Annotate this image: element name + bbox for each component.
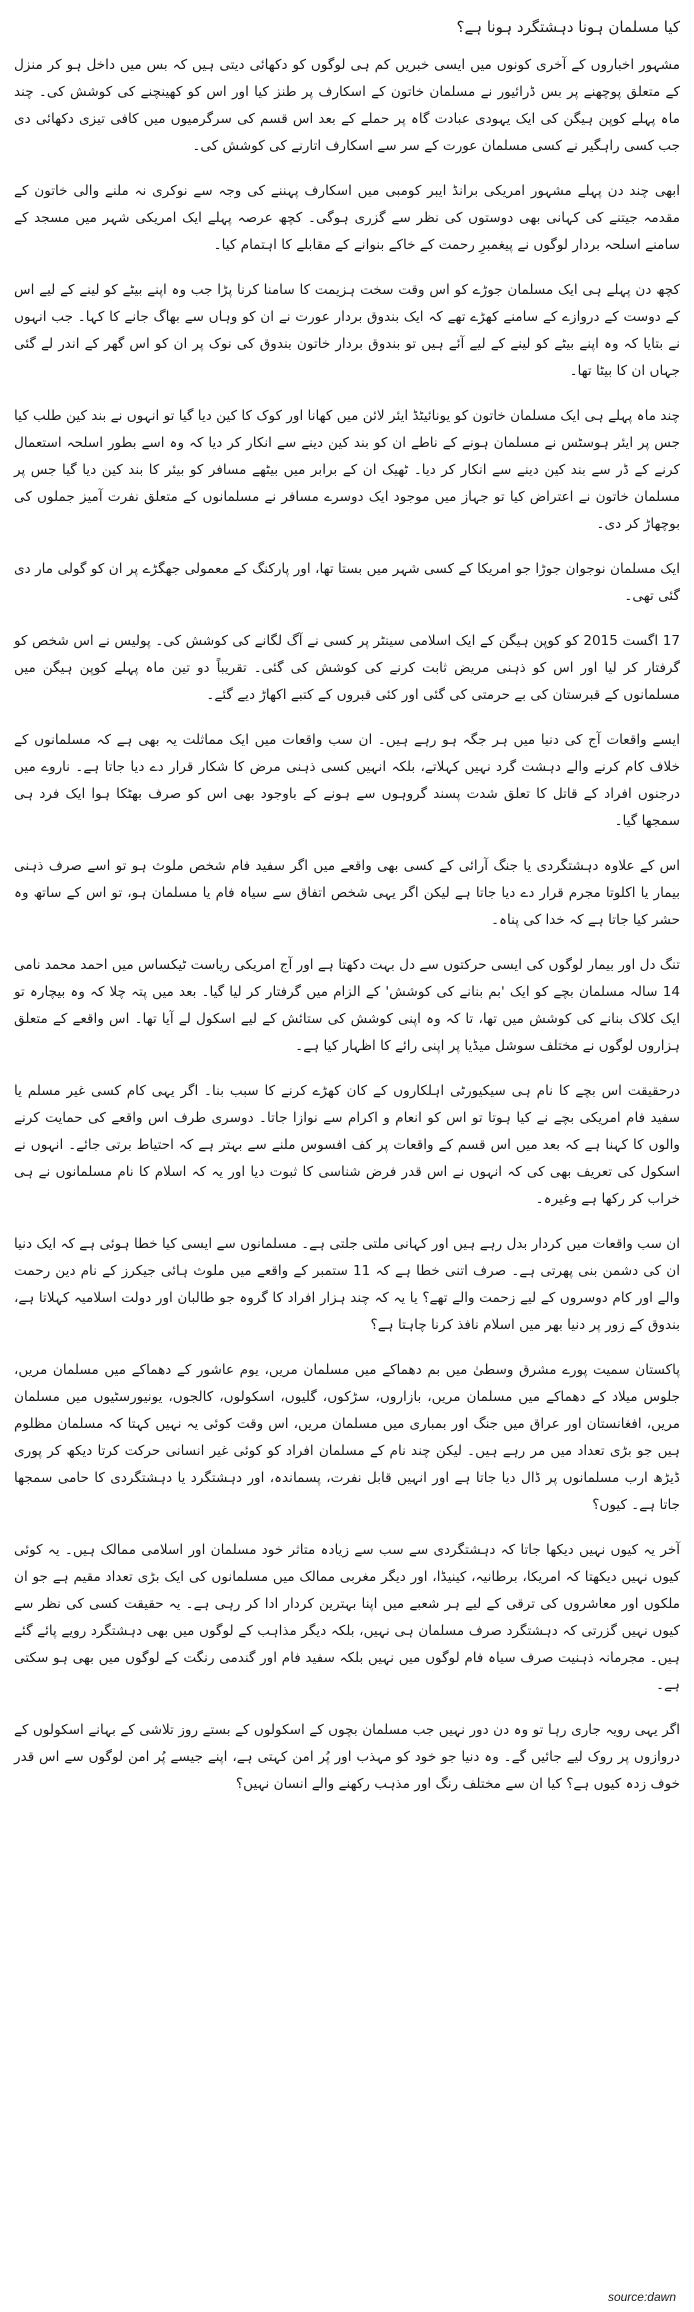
article-paragraph: کچھ دن پہلے ہی ایک مسلمان جوڑے کو اس وقت سخت ہزیمت کا سامنا کرنا پڑا جب وہ اپنے بیٹے کو لینے کے لیے اس کے دوست کے دروازے کے سامنے کھڑے تھے کہ ایک بندوق بردار عورت نے ان کو وہاں سے بھاگ جانے کا کہا۔ جب انہوں نے بتایا کہ وہ اپنے بیٹے کو لینے کے لیے آئے ہیں تو بندوق بردار خاتون بندوق کی نوک پر ان کو اس گھر کے اندر لے گئی جہاں ان کا بیٹا تھا۔	[14, 282, 680, 379]
article-paragraph: ایسے واقعات آج کی دنیا میں ہر جگہ ہو رہے ہیں۔ ان سب واقعات میں ایک مماثلت یہ بھی ہے کہ مسلمانوں کے خلاف کام کرنے والے دہشت گرد نہیں کہلاتے، بلکہ انہیں کسی ذہنی مرض کا شکار قرار دے دیا جاتا ہے۔ ناروے میں درجنوں افراد کے قاتل کا تعلق شدت پسند گروہوں سے ہونے کے باوجود بھی اس کو صرف بھٹکا ہوا ایک فرد ہی سمجھا گیا۔	[14, 732, 680, 829]
article-paragraph: پاکستان سمیت پورے مشرق وسطیٰ میں بم دھماکے میں مسلمان مریں، یوم عاشور کے دھماکے میں مسلمان مریں، جلوس میلاد کے دھماکے میں مسلمان مریں، بازاروں، سڑکوں، گلیوں، اسکولوں، کالجوں، یونیورسٹیوں میں مسلمان مریں، افغانستان اور عراق میں جنگ اور بمباری میں مسلمان مریں، اس وقت کوئی یہ نہیں کہتا کہ مسلمان مظلوم ہیں جو بڑی تعداد میں مر رہے ہیں۔ لیکن چند نام کے مسلمان افراد کو کوئی غیر انسانی حرکت کرتا دیکھ کر پوری ڈیڑھ ارب مسلمانوں پر ڈال دیا جاتا ہے اور انہیں قابل نفرت، پسماندہ، اور دہشتگرد یا دہشتگردی کا حامی سمجھا جاتا ہے۔ کیوں؟	[14, 1362, 680, 1513]
article-paragraph: ان سب واقعات میں کردار بدل رہے ہیں اور کہانی ملتی جلتی ہے۔ مسلمانوں سے ایسی کیا خطا ہوئی ہے کہ ایک دنیا ان کی دشمن بنی پھرتی ہے۔ صرف اتنی خطا ہے کہ 11 ستمبر کے واقعے میں ملوث ہائی جیکرز کے نام دین رحمت والے اور کام دوسروں کے لیے زحمت والے تھے؟ یا یہ کہ چند ہزار افراد کا گروہ جو طالبان اور دولت اسلامیہ کہلاتا ہے، بندوق کے زور پر دنیا بھر میں اسلام نافذ کرنا چاہتا ہے؟	[14, 1236, 680, 1333]
article-paragraph: 17 اگست 2015 کو کوپن ہیگن کے ایک اسلامی سینٹر پر کسی نے آگ لگانے کی کوشش کی۔ پولیس نے اس شخص کو گرفتار کر لیا اور اس کو ذہنی مریض ثابت کرنے کی کوشش کی گئی۔ تقریباً دو تین ماہ پہلے کوپن ہیگن میں مسلمانوں کے قبرستان کی بے حرمتی کی گئی اور کئی قبروں کے کتبے اکھاڑ دیے گئے۔	[14, 633, 680, 703]
article-paragraph: مشہور اخباروں کے آخری کونوں میں ایسی خبریں کم ہی لوگوں کو دکھائی دیتی ہیں کہ بس میں داخل ہو کر منزل کے متعلق پوچھنے پر بس ڈرائیور نے مسلمان خاتون کے اسکارف پر طنز کیا اور اس کو کھینچنے کی کوشش کی۔ چند ماہ پہلے کوپن ہیگن کی ایک یہودی عبادت گاہ پر حملے کے بعد اس قسم کی سرگرمیوں میں کافی تیزی دکھائی دی جب کسی راہگیر نے کسی مسلمان عورت کے سر سے اسکارف اتارنے کی کوشش کی۔	[14, 57, 680, 154]
source-credit: source:dawn	[607, 2290, 676, 2304]
article-paragraph: اس کے علاوہ دہشتگردی یا جنگ آرائی کے کسی بھی واقعے میں اگر سفید فام شخص ملوث ہو تو اسے صرف ذہنی بیمار یا اکلوتا مجرم قرار دے دیا جاتا ہے لیکن اگر یہی شخص اتفاق سے سیاہ فام یا مسلمان ہو، تو اس کے ساتھ وہ حشر کیا جاتا ہے کہ خدا کی پناہ۔	[14, 858, 680, 928]
article-paragraph: چند ماہ پہلے ہی ایک مسلمان خاتون کو یونائیٹڈ ایئر لائن میں کھانا اور کوک کا کین دیا گیا تو انہوں نے بند کین طلب کیا جس پر ایئر ہوسٹس نے مسلمان ہونے کے ناطے ان کو بند کین دینے سے انکار کر دیا کہ وہ اسے بطور اسلحہ استعمال کرنے کے ڈر سے بند کین دینے سے انکار کر دیا۔ ٹھیک ان کے برابر میں بیٹھے مسافر کو بیئر کا بند کین دیا گیا جس پر مسلمان خاتون نے اعتراض کیا تو جہاز میں موجود ایک دوسرے مسافر نے مسلمانوں کے متعلق نفرت آمیز جملوں کی بوچھاڑ کر دی۔	[14, 408, 680, 532]
article-paragraph: درحقیقت اس بچے کا نام ہی سیکیورٹی اہلکاروں کے کان کھڑے کرنے کا سبب بنا۔ اگر یہی کام کسی غیر مسلم یا سفید فام امریکی بچے نے کیا ہوتا تو اس کو انعام و اکرام سے نوازا جاتا۔ دوسری طرف اس واقعے کی حمایت کرنے والوں کا کہنا ہے کہ بعد میں اس قسم کے واقعات پر کف افسوس ملنے سے بہتر ہے کہ احتیاط برتی جائے۔ انہوں نے اسکول کی تعریف بھی کی کہ انہوں نے اس قدر فرض شناسی کا ثبوت دیا اور یہ کہ اسلام کا نام مسلمانوں نے ہی خراب کر رکھا ہے وغیرہ۔	[14, 1083, 680, 1207]
article-paragraph: آخر یہ کیوں نہیں دیکھا جاتا کہ دہشتگردی سے سب سے زیادہ متاثر خود مسلمان اور اسلامی ممالک ہیں۔ یہ کوئی کیوں نہیں دیکھتا کہ امریکا، برطانیہ، کینیڈا، اور دیگر مغربی ممالک میں مسلمانوں کی ایک بڑی تعداد مقیم ہے جو ان ملکوں اور معاشروں کی ترقی کے لیے ہر شعبے میں اپنا بہترین کردار ادا کر رہی ہے۔ یہ حقیقت کسی کی نظر سے کیوں نہیں گزرتی کہ دہشتگرد صرف مسلمان ہی نہیں، بلکہ دیگر مذاہب کے لوگوں میں بھی دہشتگرد رویے پائے گئے ہیں۔ مجرمانہ ذہنیت صرف سیاہ فام لوگوں میں نہیں بلکہ سفید فام اور گندمی رنگت کے لوگوں میں بھی ہو سکتی ہے۔	[14, 1542, 680, 1693]
article-title: کیا مسلمان ہونا دہشتگرد ہونا ہے؟	[456, 18, 680, 36]
article-paragraph: ابھی چند دن پہلے مشہور امریکی برانڈ ایبر کومبی میں اسکارف پہننے کی وجہ سے نوکری نہ ملنے والی خاتون کے مقدمہ جیتنے کی کہانی بھی دوستوں کی نظر سے گزری ہوگی۔ کچھ عرصہ پہلے ایک امریکی شہر میں مسجد کے سامنے اسلحہ بردار لوگوں نے پیغمبرِ رحمت کے خاکے بنوانے کے مقابلے کا اہتمام کیا۔	[14, 183, 680, 253]
article-paragraph: ایک مسلمان نوجوان جوڑا جو امریکا کے کسی شہر میں بستا تھا، اور پارکنگ کے معمولی جھگڑے پر ان کو گولی مار دی گئی تھی۔	[14, 561, 680, 604]
article-paragraph: تنگ دل اور بیمار لوگوں کی ایسی حرکتوں سے دل بہت دکھتا ہے اور آج امریکی ریاست ٹیکساس میں احمد محمد نامی 14 سالہ مسلمان بچے کو ایک 'بم بنانے کی کوشش' کے الزام میں گرفتار کر لیا گیا۔ بعد میں پتہ چلا کہ وہ بیچارہ تو ایک کلاک بنانے کی کوشش میں تھا، تا کہ وہ اپنی کوشش کی ستائش کے لیے اسکول لے آیا تھا۔ اس واقعے کے متعلق ہزاروں لوگوں نے مختلف سوشل میڈیا پر اپنی رائے کا اظہار کیا ہے۔	[14, 957, 680, 1054]
article-paragraph: اگر یہی رویہ جاری رہا تو وہ دن دور نہیں جب مسلمان بچوں کے اسکولوں کے بستے روز تلاشی کے بہانے اسکولوں کے دروازوں پر روک لیے جائیں گے۔ وہ دنیا جو خود کو مہذب اور پُر امن کہتی ہے، اپنے جیسے پُر امن لوگوں سے اس قدر خوف زدہ کیوں ہے؟ کیا ان سے مختلف رنگ اور مذہب رکھنے والے انسان نہیں؟	[14, 1722, 680, 1792]
